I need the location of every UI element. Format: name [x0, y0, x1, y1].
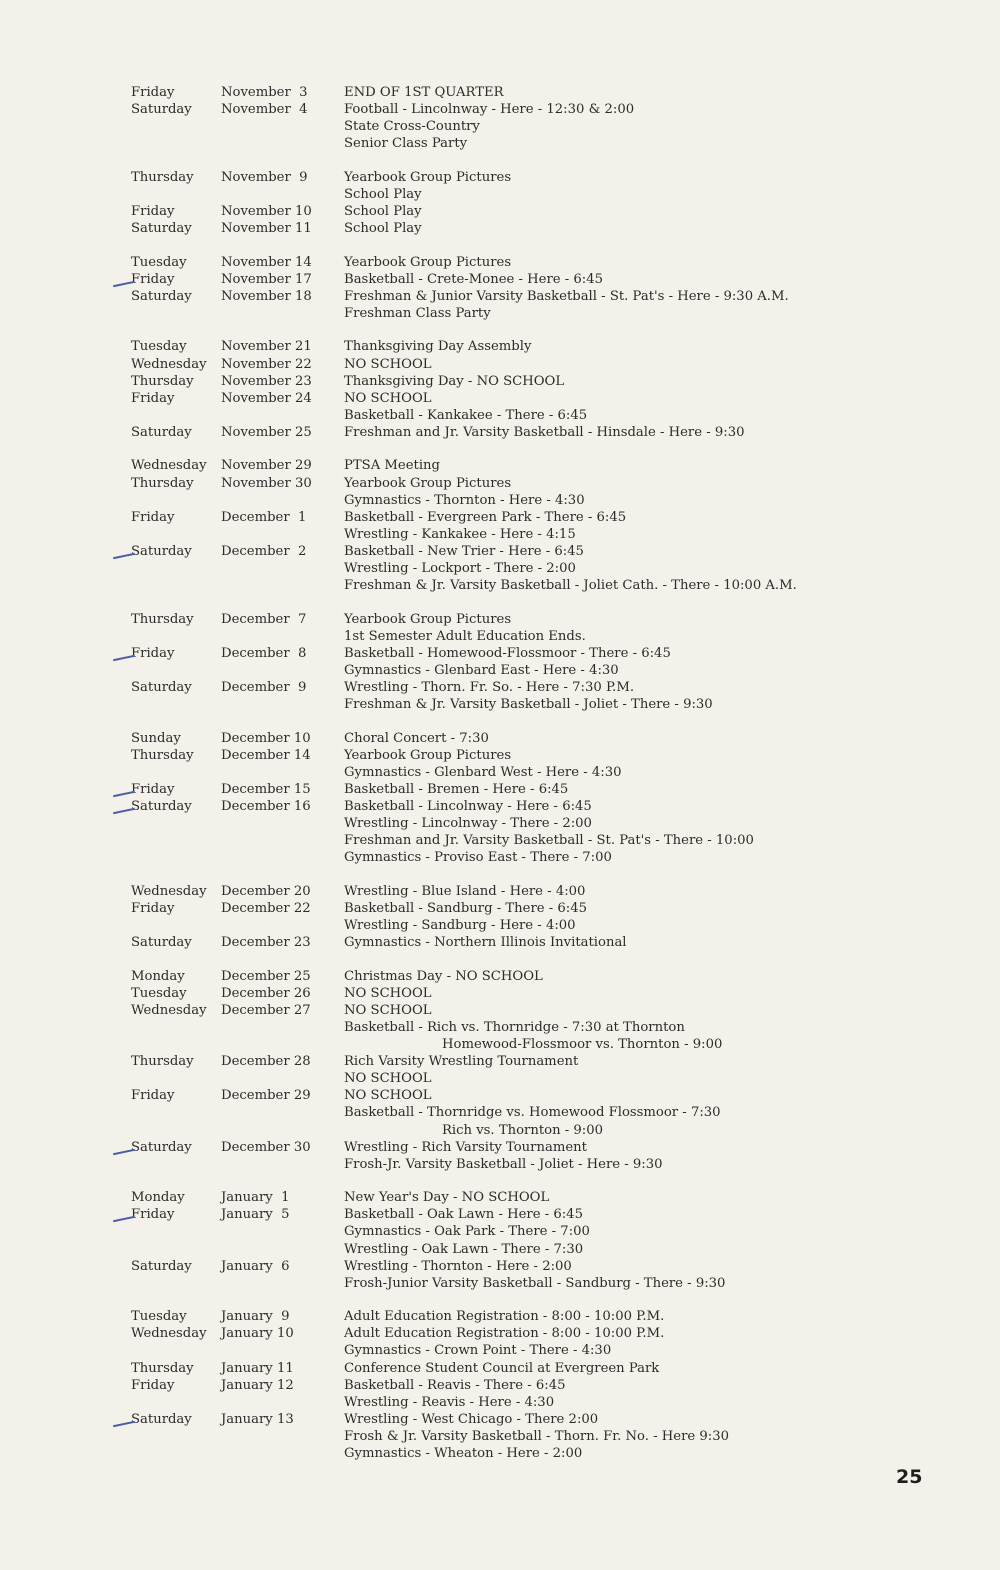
day-cell: Saturday — [131, 424, 192, 440]
event-cell: Basketball - Bremen - Here - 6:45 — [344, 781, 569, 797]
date-cell: December 28 — [221, 1054, 311, 1070]
event-cell: Basketball - Evergreen Park - There - 6:45 — [344, 509, 627, 525]
event-cell: Wrestling - Thornton - Here - 2:00 — [344, 1258, 572, 1274]
date-cell: December 8 — [221, 645, 307, 661]
event-cell: Freshman Class Party — [344, 305, 491, 321]
day-cell: Friday — [131, 204, 175, 219]
day-cell: Monday — [131, 968, 185, 984]
date-cell: December 14 — [221, 747, 311, 763]
event-cell: 1st Semester Adult Education Ends. — [344, 628, 586, 644]
event-cell: Basketball - Lincolnway - Here - 6:45 — [344, 799, 592, 814]
event-cell: Adult Education Registration - 8:00 - 10:00 P.M. — [344, 1309, 665, 1325]
day-cell: Friday — [131, 781, 175, 797]
day-cell: Thursday — [131, 1360, 194, 1376]
event-cell: Basketball - Sandburg - There - 6:45 — [344, 900, 588, 916]
event-cell: Gymnastics - Wheaton - Here - 2:00 — [344, 1446, 583, 1461]
date-cell: November 25 — [221, 424, 312, 440]
day-cell: Saturday — [131, 102, 192, 118]
event-cell: Frosh-Junior Varsity Basketball - Sandburg - There - 9:30 — [344, 1275, 726, 1291]
event-cell: Basketball - Homewood-Flossmoor - There - 6:45 — [344, 645, 671, 661]
date-cell: December 16 — [221, 799, 311, 814]
event-cell: Freshman & Jr. Varsity Basketball - Joliet - There - 9:30 — [344, 697, 713, 713]
event-cell: Wrestling - Rich Varsity Tournament — [344, 1139, 587, 1155]
date-cell: November 23 — [221, 373, 312, 389]
day-cell: Friday — [131, 1377, 175, 1393]
event-cell: Frosh-Jr. Varsity Basketball - Joliet - Here - 9:30 — [344, 1156, 663, 1172]
event-cell: NO SCHOOL — [344, 390, 432, 406]
day-cell: Wednesday — [131, 458, 207, 474]
event-cell: Rich Varsity Wrestling Tournament — [344, 1054, 579, 1070]
day-cell: Saturday — [131, 543, 192, 559]
event-cell: Wrestling - Sandburg - Here - 4:00 — [344, 918, 576, 933]
day-cell: Saturday — [131, 1411, 192, 1427]
day-cell: Saturday — [131, 799, 192, 814]
event-cell: School Play — [344, 204, 422, 219]
event-cell: Basketball - Rich vs. Thornridge - 7:30 at Thornton — [344, 1019, 685, 1035]
day-cell: Thursday — [131, 1054, 194, 1070]
day-cell: Saturday — [131, 288, 192, 304]
event-cell: State Cross-Country — [344, 119, 480, 135]
event-cell: Freshman and Jr. Varsity Basketball - St. Pat's - There - 10:00 — [344, 833, 754, 849]
page-number: 25 — [896, 1466, 923, 1488]
date-cell: January 13 — [221, 1411, 294, 1427]
event-cell: Yearbook Group Pictures — [344, 747, 512, 763]
date-cell: November 9 — [221, 169, 308, 185]
date-cell: January 6 — [221, 1258, 290, 1274]
event-cell: Senior Class Party — [344, 136, 468, 152]
event-cell: Wrestling - Reavis - Here - 4:30 — [344, 1394, 555, 1410]
day-cell: Saturday — [131, 1139, 192, 1155]
event-cell: Basketball - Kankakee - There - 6:45 — [344, 407, 588, 423]
event-cell: Wrestling - Thorn. Fr. So. - Here - 7:30 P.M. — [344, 680, 635, 695]
day-cell: Thursday — [131, 373, 194, 389]
date-cell: December 2 — [221, 543, 307, 559]
day-cell: Friday — [131, 900, 175, 916]
date-cell: November 11 — [221, 221, 312, 237]
event-cell: Wrestling - Kankakee - Here - 4:15 — [344, 526, 576, 542]
day-cell: Saturday — [131, 221, 192, 237]
day-cell: Friday — [131, 271, 175, 287]
event-cell: Rich vs. Thornton - 9:00 — [442, 1122, 604, 1138]
event-cell: Thanksgiving Day Assembly — [344, 339, 532, 355]
date-cell: December 10 — [221, 730, 311, 746]
date-cell: November 14 — [221, 254, 312, 270]
day-cell: Friday — [131, 1207, 175, 1223]
day-cell: Saturday — [131, 1258, 192, 1274]
event-cell: Gymnastics - Northern Illinois Invitational — [344, 935, 627, 951]
event-cell: Gymnastics - Oak Park - There - 7:00 — [344, 1224, 590, 1240]
event-cell: School Play — [344, 221, 422, 237]
day-cell: Friday — [131, 509, 175, 525]
day-cell: Thursday — [131, 475, 194, 491]
date-cell: November 3 — [221, 85, 308, 100]
date-cell: January 1 — [221, 1190, 290, 1206]
date-cell: December 26 — [221, 985, 311, 1001]
date-cell: January 10 — [221, 1326, 294, 1342]
day-cell: Tuesday — [131, 339, 187, 355]
date-cell: January 11 — [221, 1360, 294, 1376]
event-cell: NO SCHOOL — [344, 356, 432, 372]
date-cell: December 23 — [221, 935, 311, 951]
day-cell: Monday — [131, 1190, 185, 1206]
event-cell: Yearbook Group Pictures — [344, 169, 512, 185]
date-cell: December 29 — [221, 1088, 311, 1104]
event-cell: NO SCHOOL — [344, 1071, 432, 1087]
date-cell: December 7 — [221, 611, 307, 627]
date-cell: December 9 — [221, 680, 307, 695]
date-cell: November 18 — [221, 288, 312, 304]
event-cell: Choral Concert - 7:30 — [344, 730, 489, 746]
day-cell: Thursday — [131, 747, 194, 763]
event-cell: Yearbook Group Pictures — [344, 254, 512, 270]
date-cell: November 21 — [221, 339, 312, 355]
date-cell: January 12 — [221, 1377, 294, 1393]
event-cell: Gymnastics - Glenbard East - Here - 4:30 — [344, 662, 619, 678]
event-cell: School Play — [344, 186, 422, 202]
date-cell: December 20 — [221, 883, 311, 899]
day-cell: Wednesday — [131, 883, 207, 899]
date-cell: January 9 — [221, 1309, 290, 1325]
day-cell: Sunday — [131, 730, 181, 746]
day-cell: Friday — [131, 85, 175, 100]
date-cell: November 22 — [221, 356, 312, 372]
date-cell: December 1 — [221, 509, 307, 525]
event-cell: Gymnastics - Crown Point - There - 4:30 — [344, 1343, 612, 1359]
date-cell: December 25 — [221, 968, 311, 984]
event-cell: Christmas Day - NO SCHOOL — [344, 968, 543, 984]
event-cell: NO SCHOOL — [344, 1088, 432, 1104]
date-cell: November 24 — [221, 390, 312, 406]
event-cell: Yearbook Group Pictures — [344, 475, 512, 491]
event-cell: Frosh & Jr. Varsity Basketball - Thorn. Fr. No. - Here 9:30 — [344, 1428, 729, 1444]
day-cell: Wednesday — [131, 1002, 207, 1018]
event-cell: Basketball - Reavis - There - 6:45 — [344, 1377, 566, 1393]
date-cell: December 30 — [221, 1139, 311, 1155]
day-cell: Thursday — [131, 169, 194, 185]
event-cell: Freshman & Junior Varsity Basketball - St. Pat's - Here - 9:30 A.M. — [344, 288, 789, 304]
day-cell: Friday — [131, 390, 175, 406]
date-cell: December 27 — [221, 1002, 311, 1018]
event-cell: Thanksgiving Day - NO SCHOOL — [344, 373, 565, 389]
date-cell: January 5 — [221, 1207, 290, 1223]
day-cell: Thursday — [131, 611, 194, 627]
event-cell: Homewood-Flossmoor vs. Thornton - 9:00 — [442, 1037, 723, 1052]
event-cell: Basketball - Crete-Monee - Here - 6:45 — [344, 271, 604, 287]
event-cell: Wrestling - Oak Lawn - There - 7:30 — [344, 1241, 584, 1257]
event-cell: Gymnastics - Glenbard West - Here - 4:30 — [344, 764, 622, 780]
date-cell: November 30 — [221, 475, 312, 491]
event-cell: NO SCHOOL — [344, 985, 432, 1001]
date-cell: November 17 — [221, 271, 312, 287]
event-cell: Basketball - Oak Lawn - Here - 6:45 — [344, 1207, 583, 1223]
event-cell: Freshman & Jr. Varsity Basketball - Joliet Cath. - There - 10:00 A.M. — [344, 578, 797, 594]
event-cell: Gymnastics - Thornton - Here - 4:30 — [344, 492, 585, 508]
date-cell: November 10 — [221, 204, 312, 219]
day-cell: Friday — [131, 1088, 175, 1104]
day-cell: Wednesday — [131, 356, 207, 372]
event-cell: New Year's Day - NO SCHOOL — [344, 1190, 550, 1206]
day-cell: Saturday — [131, 680, 192, 695]
event-cell: Conference Student Council at Evergreen Park — [344, 1360, 660, 1376]
event-cell: NO SCHOOL — [344, 1002, 432, 1018]
date-cell: December 22 — [221, 900, 311, 916]
event-cell: Gymnastics - Proviso East - There - 7:00 — [344, 850, 612, 866]
date-cell: November 29 — [221, 458, 312, 474]
event-cell: Basketball - Thornridge vs. Homewood Flossmoor - 7:30 — [344, 1105, 721, 1121]
day-cell: Friday — [131, 645, 175, 661]
day-cell: Tuesday — [131, 1309, 187, 1325]
day-cell: Tuesday — [131, 254, 187, 270]
date-cell: November 4 — [221, 102, 308, 118]
event-cell: Football - Lincolnway - Here - 12:30 & 2:00 — [344, 102, 635, 118]
event-cell: Wrestling - Blue Island - Here - 4:00 — [344, 883, 586, 899]
event-cell: Wrestling - Lockport - There - 2:00 — [344, 561, 576, 576]
event-cell: Freshman and Jr. Varsity Basketball - Hinsdale - Here - 9:30 — [344, 424, 745, 440]
event-cell: Wrestling - Lincolnway - There - 2:00 — [344, 816, 592, 832]
event-cell: Yearbook Group Pictures — [344, 611, 512, 627]
event-cell: END OF 1ST QUARTER — [344, 85, 504, 100]
day-cell: Saturday — [131, 935, 192, 951]
event-cell: Basketball - New Trier - Here - 6:45 — [344, 543, 584, 559]
event-cell: PTSA Meeting — [344, 458, 440, 474]
day-cell: Wednesday — [131, 1326, 207, 1342]
event-cell: Adult Education Registration - 8:00 - 10:00 P.M. — [344, 1326, 665, 1342]
date-cell: December 15 — [221, 781, 311, 797]
event-cell: Wrestling - West Chicago - There 2:00 — [344, 1411, 599, 1427]
day-cell: Tuesday — [131, 985, 187, 1001]
